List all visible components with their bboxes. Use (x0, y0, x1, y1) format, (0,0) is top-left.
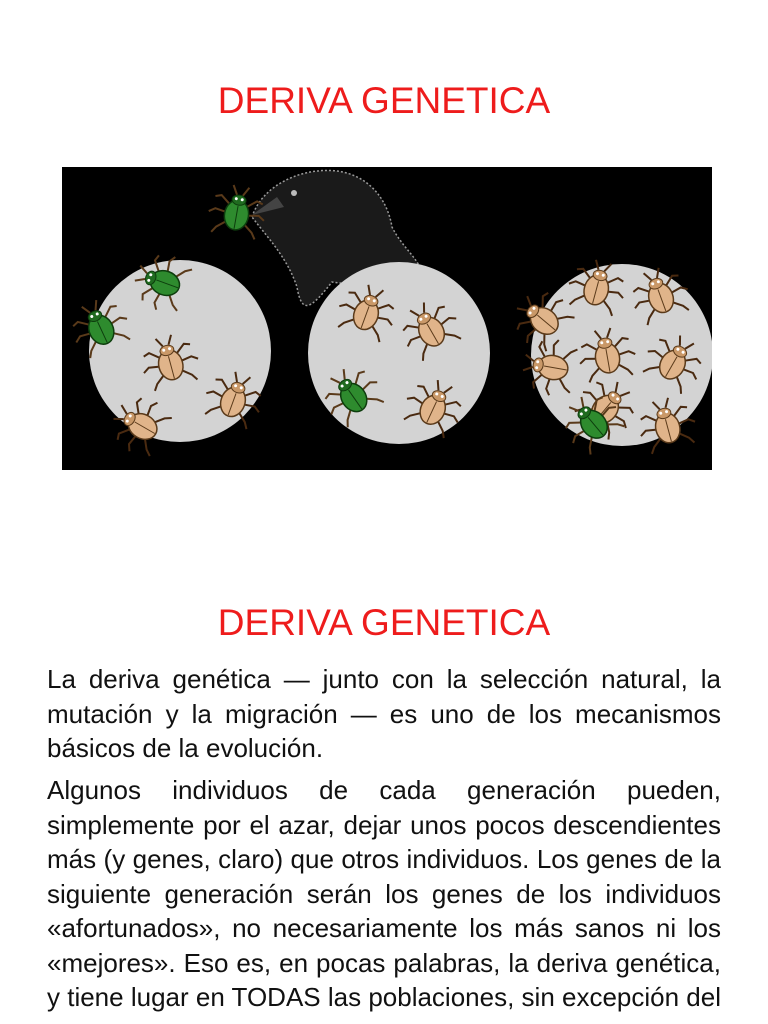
beetle-population-illustration (62, 167, 712, 470)
section-title: DERIVA GENETICA (217, 602, 551, 643)
paragraph-explanation: Algunos individuos de cada generación pueden, simplemente por el azar, dejar unos pocos descendientes más (y genes, claro) que otros individuos. Los genes de la siguiente generación serán los genes de los individuos «afortunados», no necesariamente los más sanos ni los «mejores». Eso es, en pocas palabras, la deriva genética, y tiene lugar en TODAS las poblaciones, sin excepción del (47, 775, 721, 1012)
paragraph-intro: La deriva genética — junto con la selección natural, la mutación y la migración — es uno de los mecanismos básicos de la evolución. (47, 664, 721, 763)
slide-title: DERIVA GENETICA (217, 80, 551, 121)
population-circle-1 (89, 260, 271, 442)
population-circle-2 (308, 262, 490, 444)
